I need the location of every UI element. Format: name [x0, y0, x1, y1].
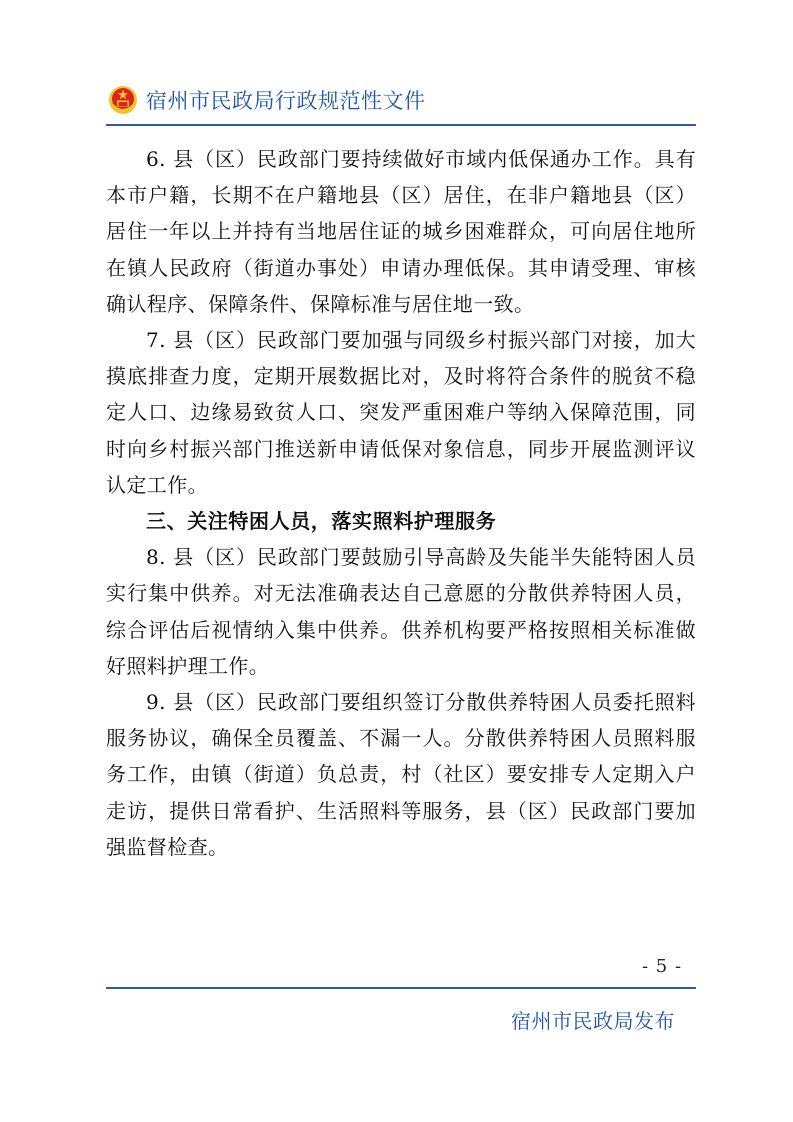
paragraph-9: 9. 县（区）民政部门要组织签订分散供养特困人员委托照料服务协议，确保全员覆盖、不漏一人。分散供养特困人员照料服务工作，由镇（街道）负总责，村（社区）要安排专人定期入户走访，提供日常看护、生活照料等服务，县（区）民政部门要加强监督检查。: [106, 690, 696, 859]
paragraph-7: 7. 县（区）民政部门要加强与同级乡村振兴部门对接，加大摸底排查力度，定期开展数据比对，及时将符合条件的脱贫不稳定人口、边缘易致贫人口、突发严重困难户等纳入保障范围，同时向乡村振兴部门推送新申请低保对象信息，同步开展监测评议认定工作。: [106, 328, 696, 497]
paragraph-8: 8. 县（区）民政部门要鼓励引导高龄及失能半失能特困人员实行集中供养。对无法准确表达自己意愿的分散供养特困人员，综合评估后视情纳入集中供养。供养机构要严格按照相关标准做好照料护理工作。: [106, 545, 696, 678]
document-header: [108, 82, 426, 118]
page-number: - 5 -: [642, 956, 683, 977]
paragraph-6: 6. 县（区）民政部门要持续做好市域内低保通办工作。具有本市户籍，长期不在户籍地县（区）居住，在非户籍地县（区）居住一年以上并持有当地居住证的城乡困难群众，可向居住地所在镇人民政府（街道办事处）申请办理低保。其申请受理、审核确认程序、保障条件、保障标准与居住地一致。: [106, 147, 696, 316]
document-body: [106, 141, 696, 865]
header-divider: [106, 124, 696, 126]
footer-divider: [106, 987, 696, 989]
header-title: 宿州市民政局行政规范性文件: [146, 89, 426, 113]
section-heading: 三、关注特困人员，落实照料护理服务: [146, 509, 497, 534]
publisher-label: 宿州市民政局发布: [511, 1009, 675, 1033]
national-emblem-icon: [108, 85, 138, 115]
